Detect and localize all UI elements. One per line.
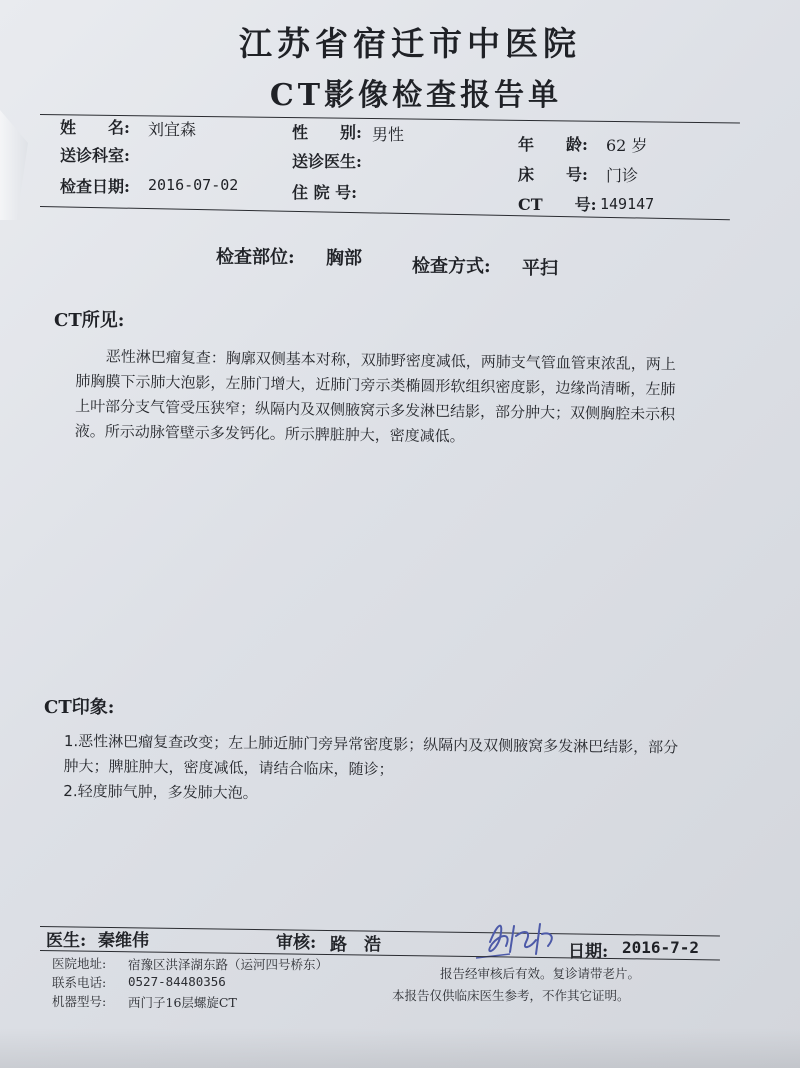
date-label: 检查日期:	[60, 177, 130, 196]
impression-item-1: 1.恶性淋巴瘤复查改变；左上肺近肺门旁异常密度影；纵隔内及双侧腋窝多发淋巴结影，部分肿大；脾脏肿大，密度减低，请结合临床，随诊；	[63, 731, 679, 779]
site-label: 检查部位:	[216, 247, 295, 268]
paper-shadow	[0, 1028, 800, 1068]
doctor-label: 送诊医生:	[292, 152, 362, 171]
exam-method: 平扫	[522, 258, 558, 279]
address-label: 医院地址:	[52, 956, 107, 971]
phone-label: 联系电话:	[52, 975, 107, 990]
sex-label: 性 别:	[292, 123, 362, 142]
note-valid: 报告经审核后有效。复诊请带老片。	[440, 966, 641, 981]
report-date: 2016-7-2	[622, 938, 700, 957]
reviewer-name: 路 浩	[330, 935, 381, 955]
impression-list	[63, 729, 684, 810]
machine-value: 西门子16层螺旋CT	[128, 995, 237, 1010]
bed-label: 床 号:	[518, 165, 588, 184]
impression-item-2: 2.轻度肺气肿，多发肺大泡。	[63, 781, 258, 803]
dept-label: 送诊科室:	[60, 146, 130, 165]
doctor-sign-label: 医生:	[46, 931, 87, 951]
paper-fold	[0, 110, 28, 220]
doctor-sign-name: 秦维伟	[98, 931, 149, 951]
bed-value: 门诊	[606, 166, 639, 185]
hospital-name: 江苏省宿迁市中医院	[239, 24, 581, 63]
patient-name: 刘宜森	[148, 120, 197, 139]
exam-date: 2016-07-02	[148, 176, 239, 194]
name-label: 姓 名:	[60, 118, 130, 137]
phone-value: 0527-84480356	[128, 974, 226, 989]
patient-age: 62 岁	[606, 136, 648, 155]
findings-heading: CT所见:	[54, 310, 125, 331]
patient-sex: 男性	[372, 125, 405, 144]
age-label: 年 龄:	[518, 135, 588, 154]
impression-heading: CT印象:	[44, 697, 115, 718]
ct-number: 149147	[600, 195, 655, 213]
findings-text	[75, 344, 690, 453]
address-value: 宿豫区洪泽湖东路（运河四号桥东）	[128, 957, 329, 972]
method-label: 检查方式:	[412, 256, 491, 277]
note-reference: 本报告仅供临床医生参考，不作其它证明。	[392, 988, 630, 1003]
findings-paragraph: 恶性淋巴瘤复查：胸廓双侧基本对称，双肺野密度减低，两肺支气管血管束浓乱，两上肺胸膜下示肺大泡影，左肺门增大，近肺门旁示类椭圆形软组织密度影，边缘尚清晰，左肺上叶部分支气管受压狭窄；纵隔内及双侧腋窝示多发淋巴结影，部分肿大；双侧胸腔未示积液。所示动脉管壁示多发钙化。所示脾脏肿大，密度减低。	[74, 347, 676, 446]
exam-site: 胸部	[326, 248, 362, 269]
report-title: CT影像检查报告单	[269, 78, 563, 113]
ct-label: CT 号:	[518, 195, 597, 214]
inpatient-label: 住 院 号:	[292, 183, 358, 202]
machine-label: 机器型号:	[52, 994, 107, 1009]
report-date-label: 日期:	[568, 942, 609, 962]
reviewer-label: 审核:	[276, 933, 317, 953]
